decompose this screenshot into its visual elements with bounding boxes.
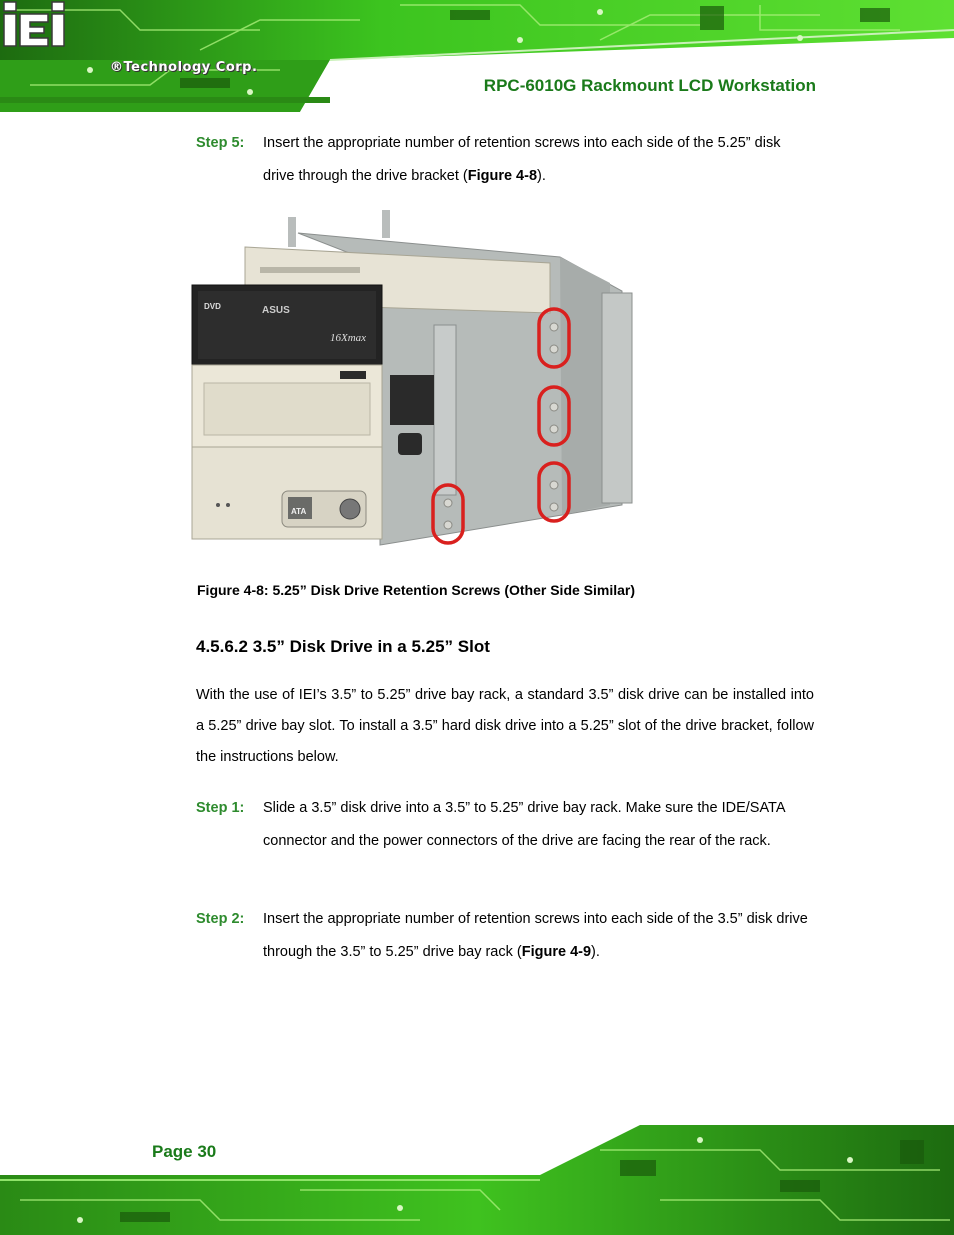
step-text: Slide a 3.5” disk drive into a 3.5” to 5.25” drive bay rack. Make sure the IDE/SATA connector and the power connectors of the drive are facing the rear of the rack. bbox=[263, 800, 785, 849]
step-text: Insert the appropriate number of retention screws into each side of the 5.25” disk drive through the drive bracket (Figure 4-8). bbox=[263, 135, 781, 184]
logo-letters: iEi bbox=[0, 0, 2, 1]
figure-caption: Figure 4-8: 5.25” Disk Drive Retention Screws (Other Side Similar) bbox=[197, 582, 636, 598]
speed-label: 16Xmax bbox=[330, 332, 367, 344]
pcb-footer-graphic bbox=[0, 1120, 954, 1235]
step-label: Step 2: bbox=[196, 911, 245, 927]
page-number: Page 30 bbox=[152, 1142, 217, 1161]
iei-logo bbox=[0, 0, 72, 48]
figure-reference[interactable]: Figure 4-8 bbox=[467, 168, 538, 184]
step-label: Step 1: bbox=[196, 800, 245, 816]
ata-label: ATA bbox=[291, 507, 307, 516]
drive-bracket-photo bbox=[190, 205, 636, 565]
page-header bbox=[0, 0, 954, 112]
dvd-label: DVD bbox=[204, 302, 221, 311]
step-label: Step 5: bbox=[196, 135, 245, 151]
document-title: RPC-6010G Rackmount LCD Workstation bbox=[483, 76, 816, 95]
figure-reference[interactable]: Figure 4-9 bbox=[521, 944, 592, 960]
section-heading: 4.5.6.2 3.5” Disk Drive in a 5.25” Slot bbox=[196, 637, 490, 656]
step-text: Insert the appropriate number of retention screws into each side of the 3.5” disk drive through the 3.5” to 5.25” drive bay rack (Figure 4-9). bbox=[263, 911, 808, 960]
brand-label: ASUS bbox=[262, 305, 290, 316]
figure-drive-bracket bbox=[190, 205, 636, 565]
section-paragraph: With the use of IEI’s 3.5” to 5.25” drive bay rack, a standard 3.5” disk drive can be installed into a 5.25” drive bay slot. To install a 3.5” hard disk drive into a 5.25” slot of the drive bracket, follow the instructions below. bbox=[196, 687, 814, 765]
page-footer bbox=[0, 1120, 954, 1235]
company-name: ®Technology Corp. bbox=[110, 60, 258, 75]
